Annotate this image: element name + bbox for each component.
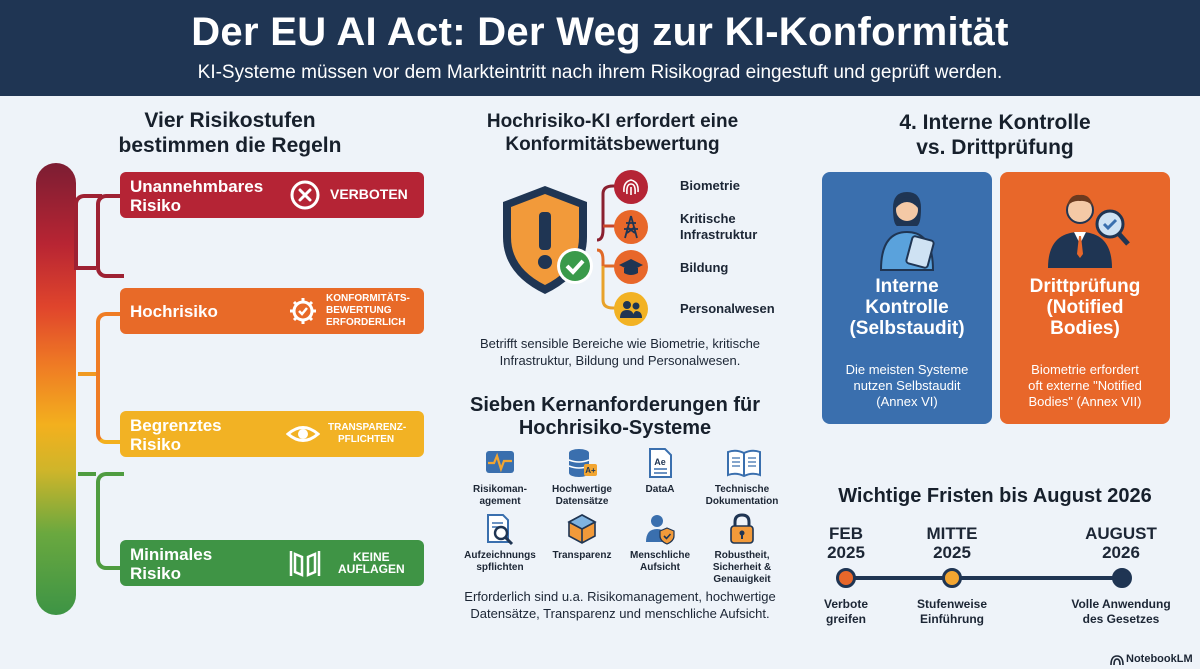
- risk-level-label: [130, 416, 222, 454]
- card-description: [822, 362, 992, 410]
- risk-tag: [326, 293, 410, 329]
- milestone-date: [786, 524, 906, 562]
- timeline-title: Wichtige Fristen bis August 2026: [838, 485, 1152, 507]
- risk-tag-line1: KONFORMITÄTS-: [326, 293, 410, 304]
- risk-level-unacceptable: [120, 172, 424, 218]
- card-title-line3: Bodies): [1050, 318, 1120, 339]
- person-shield-icon: [643, 512, 677, 546]
- requirement-label-line1: Transparenz: [552, 550, 612, 561]
- requirement-label: [697, 550, 787, 586]
- milestone-date-line1: MITTE: [926, 524, 978, 543]
- milestone-label: [887, 597, 1017, 627]
- milestone-dot: [942, 568, 962, 588]
- milestone-dot: [1112, 568, 1132, 588]
- card-title-line3: (Selbstaudit): [849, 318, 965, 339]
- risk-label-line2: Risiko: [130, 564, 182, 583]
- card-title-line1: Drittprüfung: [1029, 276, 1141, 297]
- requirement-label: [615, 484, 705, 496]
- requirement-label-line2: agement: [479, 496, 521, 507]
- notebooklm-logo-icon: [1110, 654, 1124, 666]
- requirement-label: [455, 484, 545, 508]
- risk-level-label: [130, 545, 212, 583]
- database-icon: [565, 446, 599, 480]
- requirement-label-line2: Aufsicht: [640, 562, 680, 573]
- category-label-line1: Kritische: [680, 211, 736, 226]
- open-gate-icon: [288, 548, 318, 578]
- requirement-risk-management: [455, 446, 545, 508]
- person-tablet-icon: [867, 186, 947, 272]
- risk-tag-line1: VERBOTEN: [330, 186, 408, 202]
- requirement-label: [537, 484, 627, 508]
- requirement-technical-docs: [697, 446, 787, 508]
- requirement-label-line2: Sicherheit &: [712, 562, 772, 573]
- requirement-label-line1: Aufzeichnungs: [464, 550, 536, 561]
- card-title: [1000, 276, 1170, 339]
- card-desc-line1: Die meisten Systeme: [845, 362, 969, 377]
- requirements-desc-line1: Erforderlich sind u.a. Risikomanagement, hochwertige: [464, 589, 776, 604]
- milestone-label: [1056, 597, 1186, 627]
- requirements-desc-line2: Datensätze, Transparenz und menschliche Aufsicht.: [470, 606, 770, 621]
- page-title: Der EU AI Act: Der Weg zur KI-Konformität: [191, 10, 1009, 54]
- magnifier-document-icon: [483, 512, 517, 546]
- risk-tag: [338, 551, 405, 575]
- requirement-label-line1: DataA: [645, 484, 675, 495]
- requirement-human-oversight: [615, 512, 705, 574]
- requirement-data-quality: [537, 446, 627, 508]
- power-tower-icon: [614, 210, 648, 244]
- requirement-label-line2: Dokumentation: [705, 496, 779, 507]
- requirement-label-line2: Datensätze: [555, 496, 609, 507]
- card-desc-line2: oft externe "Notified: [1028, 378, 1142, 393]
- requirements-title-line2: Hochrisiko-Systeme: [518, 417, 712, 439]
- highrisk-title-line2: Konformitätsbewertung: [505, 134, 720, 155]
- risk-label-line2: Risiko: [130, 435, 182, 454]
- control-title-line2: vs. Drittprüfung: [916, 136, 1074, 159]
- category-label-line1: Biometrie: [680, 178, 740, 193]
- eye-icon: [286, 419, 316, 449]
- risk-label-line2: Risiko: [130, 196, 182, 215]
- requirements-section-title: [450, 394, 780, 440]
- requirements-title-line1: Sieben Kernanforderungen für: [469, 394, 761, 416]
- milestone-date-line2: 2025: [933, 543, 971, 562]
- card-desc-line2: nutzen Selbstaudit: [853, 378, 961, 393]
- milestone-label-line1: Volle Anwendung: [1071, 597, 1171, 611]
- milestone-dot: [836, 568, 856, 588]
- milestone-label-line1: Verbote: [823, 597, 868, 611]
- risk-tag: [328, 422, 406, 446]
- milestone-date-line1: FEB: [829, 524, 863, 543]
- fingerprint-icon: [614, 170, 648, 204]
- auditor-magnifier-icon: [1040, 184, 1132, 272]
- requirement-robustness: [697, 512, 787, 586]
- requirement-label-line1: Risikoman-: [473, 484, 527, 495]
- card-desc-line3: (Annex VI): [876, 394, 938, 409]
- requirement-label-line1: Technische: [714, 484, 770, 495]
- requirement-label-line1: Robustheit,: [714, 550, 770, 561]
- x-circle-icon: [290, 180, 320, 210]
- highrisk-section-title: [455, 110, 770, 156]
- risk-label-line1: Begrenztes: [130, 416, 222, 435]
- risk-title-line2: bestimmen die Regeln: [118, 134, 342, 157]
- card-internal-control: [822, 172, 992, 424]
- requirement-label-line1: Menschliche: [629, 550, 691, 561]
- card-desc-line1: Biometrie erfordert: [1031, 362, 1139, 377]
- footer-brand-text: NotebookLM: [1126, 653, 1193, 665]
- requirements-description: [445, 588, 795, 622]
- requirement-label-line2: spflichten: [476, 562, 524, 573]
- control-section-title: [860, 110, 1130, 160]
- padlock-icon: [725, 512, 759, 546]
- risk-tag-line1: KEINE: [352, 550, 390, 564]
- requirement-record-keeping: [455, 512, 545, 574]
- card-third-party-audit: [1000, 172, 1170, 424]
- risk-tag-line3: ERFORDERLICH: [326, 317, 406, 328]
- milestone-label-line2: Einführung: [920, 612, 984, 626]
- risk-tag-line2: AUFLAGEN: [338, 562, 405, 576]
- svg-text:Ae: Ae: [654, 457, 666, 467]
- connector-stub: [78, 472, 96, 476]
- open-book-icon: [725, 446, 759, 480]
- milestone-date: [892, 524, 1012, 562]
- highrisk-description: [450, 335, 790, 369]
- header-banner: [0, 0, 1200, 96]
- requirement-label: [455, 550, 545, 574]
- people-icon: [614, 292, 648, 326]
- svg-text:A+: A+: [585, 466, 596, 475]
- heartbeat-monitor-icon: [483, 446, 517, 480]
- card-desc-line3: Bodies" (Annex VII): [1028, 394, 1142, 409]
- card-description: [1000, 362, 1170, 410]
- highrisk-desc-line2: Infrastruktur, Bildung und Personalwesen.: [499, 353, 741, 368]
- card-title-line2: Kontrolle: [865, 297, 949, 318]
- highrisk-desc-line1: Betrifft sensible Bereiche wie Biometrie, kritische: [479, 336, 761, 351]
- milestone-label-line2: greifen: [825, 612, 866, 626]
- milestone-date: [1061, 524, 1181, 562]
- risk-level-high: [120, 288, 424, 334]
- timeline-line: [842, 576, 1122, 580]
- risk-tag-line1: TRANSPARENZ-: [328, 422, 407, 433]
- category-label: [680, 178, 740, 194]
- risk-tag: [330, 188, 408, 200]
- graduation-cap-icon: [614, 250, 648, 284]
- page-subtitle: KI-Systeme müssen vor dem Markteintritt nach ihrem Risikograd eingestuft und geprüft werden.: [197, 62, 1003, 83]
- risk-section-title: [90, 108, 370, 158]
- risk-level-minimal: [120, 540, 424, 586]
- risk-thermometer-bar: [36, 163, 76, 615]
- control-title-line1: 4. Interne Kontrolle: [899, 111, 1091, 134]
- risk-level-label: [130, 302, 218, 321]
- milestone-date-line1: AUGUST: [1085, 524, 1157, 543]
- risk-tag-line2: BEWERTUNG: [326, 305, 392, 316]
- connector-stub: [78, 266, 96, 270]
- gear-check-icon: [288, 296, 318, 326]
- risk-title-line1: Vier Risikostufen: [144, 109, 316, 132]
- milestone-date-line2: 2025: [827, 543, 865, 562]
- risk-level-limited: [120, 411, 424, 457]
- requirement-label: [615, 550, 705, 574]
- card-title-line1: Interne: [875, 276, 939, 297]
- requirement-data-a: [615, 446, 705, 496]
- category-label-line1: Bildung: [680, 260, 729, 275]
- footer-brand: [1110, 652, 1198, 668]
- requirement-transparency: [537, 512, 627, 562]
- milestone-label-line2: des Gesetzes: [1082, 612, 1160, 626]
- milestone-date-line2: 2026: [1102, 543, 1140, 562]
- category-label: [680, 301, 775, 317]
- cube-icon: [565, 512, 599, 546]
- requirement-label-line1: Hochwertige: [551, 484, 612, 495]
- category-label-line2: Infrastruktur: [680, 227, 758, 242]
- risk-label-line1: Hochrisiko: [130, 302, 218, 321]
- card-title: [822, 276, 992, 339]
- requirement-label: [537, 550, 627, 562]
- card-title-line2: (Notified: [1046, 297, 1124, 318]
- category-label-line1: Personalwesen: [680, 301, 775, 316]
- milestone-label-line1: Stufenweise: [916, 597, 988, 611]
- risk-label-line1: Unannehmbares: [130, 177, 264, 196]
- requirement-label: [697, 484, 787, 508]
- risk-label-line1: Minimales: [130, 545, 213, 564]
- requirement-label-line3: Genauigkeit: [713, 574, 771, 585]
- document-icon: [643, 446, 677, 480]
- risk-tag-line2: PFLICHTEN: [338, 434, 395, 445]
- highrisk-title-line1: Hochrisiko-KI erfordert eine: [486, 111, 739, 132]
- shield-warning-icon: [495, 182, 605, 302]
- risk-level-label: [130, 177, 263, 215]
- category-label: [680, 260, 728, 276]
- connector-stub: [78, 372, 96, 376]
- category-label: [680, 211, 757, 243]
